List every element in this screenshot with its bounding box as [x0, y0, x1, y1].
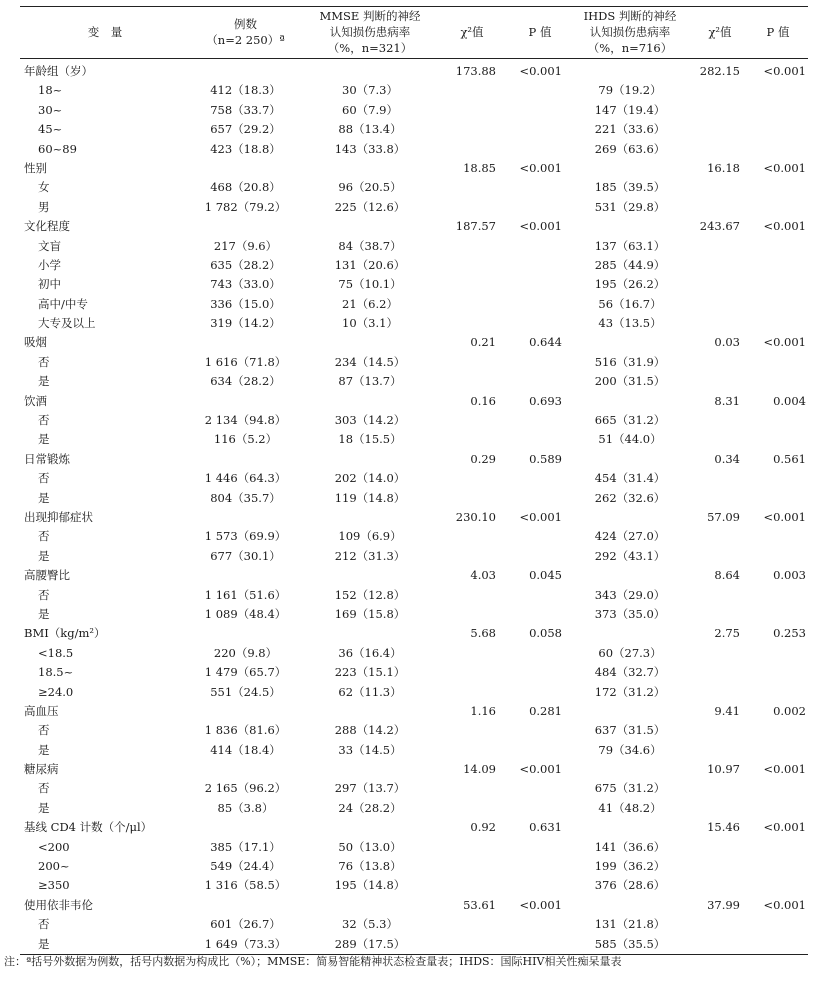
table-row [20, 605, 808, 624]
header-variable: 变 量 [87, 25, 123, 39]
table-row [20, 779, 808, 798]
cell-count: 758（33.7） [210, 102, 281, 117]
cell-ihds-rate: 199（36.2） [594, 859, 666, 874]
cell-mmse-rate: 143（33.8） [334, 141, 406, 156]
cell-ihds-rate: 147（19.4） [594, 102, 666, 117]
cell-mmse-rate: 75（10.1） [338, 277, 402, 292]
table-row [20, 721, 808, 740]
table-row [20, 683, 808, 702]
table-group-row [20, 624, 808, 643]
table-row [20, 430, 808, 449]
cell-variable: 否 [38, 917, 50, 932]
cell-variable: 60~89 [38, 141, 77, 156]
cell-variable: 是 [38, 742, 50, 757]
cell-count: 804（35.7） [210, 490, 281, 505]
table-row [20, 295, 808, 314]
table-header [20, 6, 808, 58]
cell-p-ihds: <0.001 [763, 219, 806, 234]
cell-mmse-rate: 169（15.8） [334, 606, 406, 621]
table-row [20, 527, 808, 546]
cell-mmse-rate: 119（14.8） [334, 490, 406, 505]
cell-ihds-rate: 43（13.5） [598, 316, 662, 331]
cell-mmse-rate: 297（13.7） [334, 781, 406, 796]
table-row [20, 644, 808, 663]
cell-ihds-rate: 60（27.3） [598, 645, 662, 660]
cell-chi-ihds: 9.41 [714, 703, 740, 718]
cell-variable: 出现抑郁症状 [24, 509, 93, 524]
table-row [20, 469, 808, 488]
cell-chi-ihds: 57.09 [707, 509, 740, 524]
cell-variable: 高中/中专 [38, 296, 88, 311]
header-chi-ihds: χ²值 [708, 25, 732, 39]
table-row [20, 275, 808, 294]
cell-ihds-rate: 185（39.5） [594, 180, 666, 195]
table-row [20, 140, 808, 159]
table-row [20, 81, 808, 100]
cell-count: 1 573（69.9） [204, 529, 287, 544]
cell-mmse-rate: 32（5.3） [342, 917, 398, 932]
cell-mmse-rate: 202（14.0） [334, 471, 406, 486]
cell-chi-mmse: 1.16 [470, 703, 496, 718]
cell-chi-mmse: 4.03 [470, 568, 496, 583]
cell-variable: <18.5 [38, 645, 74, 660]
header-chi-mmse: χ²值 [460, 25, 484, 39]
cell-p-ihds: <0.001 [763, 335, 806, 350]
cell-p-ihds: <0.001 [763, 64, 806, 78]
cell-count: 551（24.5） [210, 684, 281, 699]
cell-p-mmse: 0.058 [529, 626, 562, 641]
table-group-row [20, 392, 808, 411]
cell-p-mmse: <0.001 [519, 160, 562, 175]
cell-ihds-rate: 585（35.5） [594, 936, 666, 951]
cell-variable: <200 [38, 839, 70, 854]
cell-count: 634（28.2） [210, 374, 281, 389]
cell-variable: BMI（kg/m²） [24, 626, 106, 641]
cell-count: 1 616（71.8） [204, 354, 287, 369]
cell-p-mmse: 0.281 [529, 703, 562, 718]
cell-ihds-rate: 424（27.0） [594, 529, 666, 544]
cell-variable: 男 [38, 199, 50, 214]
cell-p-mmse: 0.693 [529, 393, 562, 408]
cell-p-ihds: 0.002 [773, 703, 806, 718]
cell-variable: 使用依非韦伦 [24, 897, 93, 912]
cell-ihds-rate: 56（16.7） [598, 296, 662, 311]
cell-ihds-rate: 484（32.7） [594, 665, 666, 680]
cell-count: 468（20.8） [210, 180, 281, 195]
table-group-row [20, 760, 808, 779]
cell-chi-ihds: 0.03 [714, 335, 740, 350]
cell-count: 220（9.8） [213, 645, 278, 660]
cell-variable: 是 [38, 374, 50, 389]
table-row [20, 935, 808, 954]
cell-chi-ihds: 10.97 [707, 762, 740, 777]
cell-ihds-rate: 516（31.9） [594, 354, 666, 369]
cell-ihds-rate: 141（36.6） [594, 839, 666, 854]
cell-mmse-rate: 96（20.5） [338, 180, 402, 195]
cell-variable: 否 [38, 354, 50, 369]
table-row [20, 838, 808, 857]
table-group-row [20, 333, 808, 352]
cell-variable: 小学 [38, 257, 61, 272]
cell-chi-mmse: 18.85 [463, 160, 496, 175]
cell-count: 1 089（48.4） [204, 606, 287, 621]
cell-variable: 18.5~ [38, 665, 74, 680]
table-header-rule [20, 58, 808, 59]
table-row [20, 120, 808, 139]
cell-mmse-rate: 234（14.5） [334, 354, 406, 369]
table-row [20, 915, 808, 934]
cell-ihds-rate: 51（44.0） [598, 432, 662, 447]
cell-chi-ihds: 8.31 [714, 393, 740, 408]
table-row [20, 372, 808, 391]
cell-chi-mmse: 0.16 [470, 393, 496, 408]
table-group-row [20, 450, 808, 469]
cell-count: 217（9.6） [213, 238, 278, 253]
cell-variable: 高血压 [24, 703, 59, 718]
cell-mmse-rate: 30（7.3） [342, 83, 398, 98]
cell-chi-mmse: 173.88 [455, 64, 496, 78]
cell-count: 423（18.8） [210, 141, 281, 156]
cell-p-mmse: 0.644 [529, 335, 562, 350]
cell-mmse-rate: 18（15.5） [338, 432, 402, 447]
header-mmse: MMSE 判断的神经 认知损伤患病率 （%，n=321） [319, 9, 421, 55]
cell-count: 85（3.8） [217, 800, 274, 815]
cell-variable: 文化程度 [24, 219, 70, 234]
cell-count: 1 161（51.6） [204, 587, 287, 602]
cell-ihds-rate: 269（63.6） [594, 141, 666, 156]
cell-count: 385（17.1） [210, 839, 281, 854]
table-group-row [20, 217, 808, 236]
cell-p-ihds: 0.253 [773, 626, 806, 641]
cell-ihds-rate: 454（31.4） [594, 471, 666, 486]
cell-mmse-rate: 87（13.7） [338, 374, 402, 389]
table-row [20, 237, 808, 256]
cell-p-ihds: 0.003 [773, 568, 806, 583]
cell-ihds-rate: 292（43.1） [594, 548, 666, 563]
cell-count: 635（28.2） [210, 257, 281, 272]
cell-variable: 18~ [38, 83, 63, 98]
cell-ihds-rate: 343（29.0） [594, 587, 666, 602]
table-row [20, 857, 808, 876]
cell-count: 1 649（73.3） [204, 936, 287, 951]
cell-count: 319（14.2） [210, 316, 281, 331]
table-body [20, 62, 808, 954]
cell-mmse-rate: 131（20.6） [334, 257, 406, 272]
cell-p-mmse: 0.631 [529, 820, 562, 835]
cell-ihds-rate: 665（31.2） [594, 413, 666, 428]
cell-chi-mmse: 0.29 [470, 451, 496, 466]
cell-chi-mmse: 0.92 [470, 820, 496, 835]
cell-mmse-rate: 50（13.0） [338, 839, 402, 854]
cell-p-ihds: 0.004 [773, 393, 806, 408]
table-group-row [20, 508, 808, 527]
table-row [20, 411, 808, 430]
table-row [20, 489, 808, 508]
cell-variable: ≥24.0 [38, 684, 74, 699]
cell-p-mmse: 0.045 [529, 568, 562, 583]
cell-mmse-rate: 288（14.2） [334, 723, 406, 738]
cell-mmse-rate: 76（13.8） [338, 859, 402, 874]
cell-variable: 200~ [38, 859, 70, 874]
cell-mmse-rate: 33（14.5） [338, 742, 402, 757]
cell-chi-ihds: 243.67 [699, 219, 740, 234]
cell-p-ihds: <0.001 [763, 160, 806, 175]
table-row [20, 586, 808, 605]
cell-ihds-rate: 79（34.6） [598, 742, 662, 757]
cell-p-mmse: <0.001 [519, 897, 562, 912]
cell-variable: 是 [38, 606, 50, 621]
cell-ihds-rate: 79（19.2） [598, 83, 662, 98]
cell-mmse-rate: 88（13.4） [338, 122, 402, 137]
cell-chi-mmse: 14.09 [463, 762, 496, 777]
cell-variable: 饮酒 [24, 393, 47, 408]
cell-count: 1 316（58.5） [204, 878, 287, 893]
cell-variable: 大专及以上 [38, 316, 96, 331]
cell-ihds-rate: 376（28.6） [594, 878, 666, 893]
table-row [20, 741, 808, 760]
cell-ihds-rate: 373（35.0） [594, 606, 666, 621]
table-row [20, 198, 808, 217]
cell-variable: 否 [38, 413, 50, 428]
table-row [20, 256, 808, 275]
cell-p-ihds: 0.561 [773, 451, 806, 466]
cell-p-mmse: 0.589 [529, 451, 562, 466]
cell-ihds-rate: 262（32.6） [594, 490, 666, 505]
cell-p-ihds: <0.001 [763, 897, 806, 912]
cell-count: 549（24.4） [210, 859, 281, 874]
cell-variable: 是 [38, 432, 50, 447]
cell-chi-ihds: 0.34 [714, 451, 740, 466]
table-row [20, 663, 808, 682]
table-row [20, 799, 808, 818]
cell-ihds-rate: 200（31.5） [594, 374, 666, 389]
cell-variable: 是 [38, 800, 50, 815]
cell-count: 1 836（81.6） [204, 723, 287, 738]
cell-chi-mmse: 0.21 [470, 335, 496, 350]
cell-mmse-rate: 62（11.3） [338, 684, 402, 699]
table-group-row [20, 818, 808, 837]
cell-count: 414（18.4） [210, 742, 281, 757]
cell-mmse-rate: 303（14.2） [334, 413, 406, 428]
cell-variable: ≥350 [38, 878, 70, 893]
cell-ihds-rate: 221（33.6） [594, 122, 666, 137]
cell-chi-ihds: 16.18 [707, 160, 740, 175]
table-group-row [20, 159, 808, 178]
cell-ihds-rate: 41（48.2） [598, 800, 662, 815]
table-row [20, 353, 808, 372]
cell-ihds-rate: 131（21.8） [594, 917, 666, 932]
cell-variable: 否 [38, 587, 50, 602]
cell-variable: 年龄组（岁） [24, 64, 93, 78]
cell-ihds-rate: 285（44.9） [594, 257, 666, 272]
cell-variable: 女 [38, 180, 50, 195]
cell-ihds-rate: 195（26.2） [594, 277, 666, 292]
cell-variable: 文盲 [38, 238, 61, 253]
cell-chi-mmse: 187.57 [455, 219, 496, 234]
cell-count: 677（30.1） [210, 548, 281, 563]
cell-variable: 日常锻炼 [24, 451, 70, 466]
cell-chi-mmse: 5.68 [470, 626, 496, 641]
cell-count: 2 165（96.2） [204, 781, 287, 796]
cell-count: 601（26.7） [210, 917, 281, 932]
cell-count: 116（5.2） [213, 432, 278, 447]
cell-p-ihds: <0.001 [763, 820, 806, 835]
cell-mmse-rate: 21（6.2） [342, 296, 398, 311]
table-row [20, 314, 808, 333]
cell-mmse-rate: 36（16.4） [338, 645, 402, 660]
cell-chi-ihds: 37.99 [707, 897, 740, 912]
cell-mmse-rate: 212（31.3） [334, 548, 406, 563]
cell-variable: 基线 CD4 计数（个/μl） [24, 820, 153, 835]
cell-count: 1 782（79.2） [204, 199, 287, 214]
cell-count: 412（18.3） [210, 83, 281, 98]
cell-mmse-rate: 84（38.7） [338, 238, 402, 253]
cell-chi-ihds: 282.15 [699, 64, 740, 78]
cell-variable: 是 [38, 548, 50, 563]
table-group-row [20, 702, 808, 721]
cell-variable: 糖尿病 [24, 762, 59, 777]
table-row [20, 876, 808, 895]
cell-chi-mmse: 53.61 [463, 897, 496, 912]
cell-variable: 30~ [38, 102, 63, 117]
cell-variable: 是 [38, 936, 50, 951]
cell-mmse-rate: 60（7.9） [342, 102, 398, 117]
cell-variable: 吸烟 [24, 335, 47, 350]
cell-chi-ihds: 15.46 [707, 820, 740, 835]
cell-count: 743（33.0） [210, 277, 281, 292]
cell-ihds-rate: 137（63.1） [594, 238, 666, 253]
cell-variable: 是 [38, 490, 50, 505]
cell-variable: 否 [38, 471, 50, 486]
cell-variable: 否 [38, 781, 50, 796]
cell-count: 657（29.2） [210, 122, 281, 137]
header-ihds: IHDS 判断的神经 认知损伤患病率 （%，n=716） [583, 9, 677, 55]
cell-mmse-rate: 225（12.6） [334, 199, 406, 214]
cell-chi-ihds: 2.75 [714, 626, 740, 641]
cell-variable: 高腰臀比 [24, 568, 70, 583]
table-group-row [20, 896, 808, 915]
table-footnote: 注：ª括号外数据为例数，括号内数据为构成比（%）；MMSE：简易智能精神状态检查量表；IHDS：国际HIV相关性痴呆量表 [4, 955, 622, 968]
cell-count: 1 446（64.3） [204, 471, 287, 486]
header-count: 例数 （n=2 250）ª [206, 17, 285, 47]
cell-mmse-rate: 223（15.1） [334, 665, 406, 680]
cell-chi-ihds: 8.64 [714, 568, 740, 583]
cell-variable: 性别 [24, 160, 47, 175]
cell-p-mmse: <0.001 [519, 64, 562, 78]
header-p-ihds: P 值 [766, 25, 790, 39]
table-row [20, 547, 808, 566]
table-row [20, 178, 808, 197]
header-p-mmse: P 值 [528, 25, 552, 39]
cell-variable: 否 [38, 529, 50, 544]
cell-mmse-rate: 10（3.1） [342, 316, 398, 331]
cell-variable: 45~ [38, 122, 63, 137]
cell-mmse-rate: 24（28.2） [338, 800, 402, 815]
cell-variable: 否 [38, 723, 50, 738]
cell-mmse-rate: 195（14.8） [334, 878, 406, 893]
cell-mmse-rate: 152（12.8） [334, 587, 406, 602]
cell-p-mmse: <0.001 [519, 762, 562, 777]
cell-ihds-rate: 531（29.8） [594, 199, 666, 214]
table-group-row [20, 62, 808, 81]
table-group-row [20, 566, 808, 585]
cell-count: 336（15.0） [210, 296, 281, 311]
cell-p-ihds: <0.001 [763, 762, 806, 777]
cell-count: 1 479（65.7） [204, 665, 287, 680]
cell-variable: 初中 [38, 277, 61, 292]
cell-p-mmse: <0.001 [519, 219, 562, 234]
cell-chi-mmse: 230.10 [455, 509, 496, 524]
cell-p-ihds: <0.001 [763, 509, 806, 524]
cell-ihds-rate: 172（31.2） [594, 684, 666, 699]
table-row [20, 101, 808, 120]
cell-ihds-rate: 637（31.5） [594, 723, 666, 738]
cell-p-mmse: <0.001 [519, 509, 562, 524]
cell-ihds-rate: 675（31.2） [594, 781, 666, 796]
cell-count: 2 134（94.8） [204, 413, 287, 428]
cell-mmse-rate: 289（17.5） [334, 936, 406, 951]
cell-mmse-rate: 109（6.9） [338, 529, 402, 544]
